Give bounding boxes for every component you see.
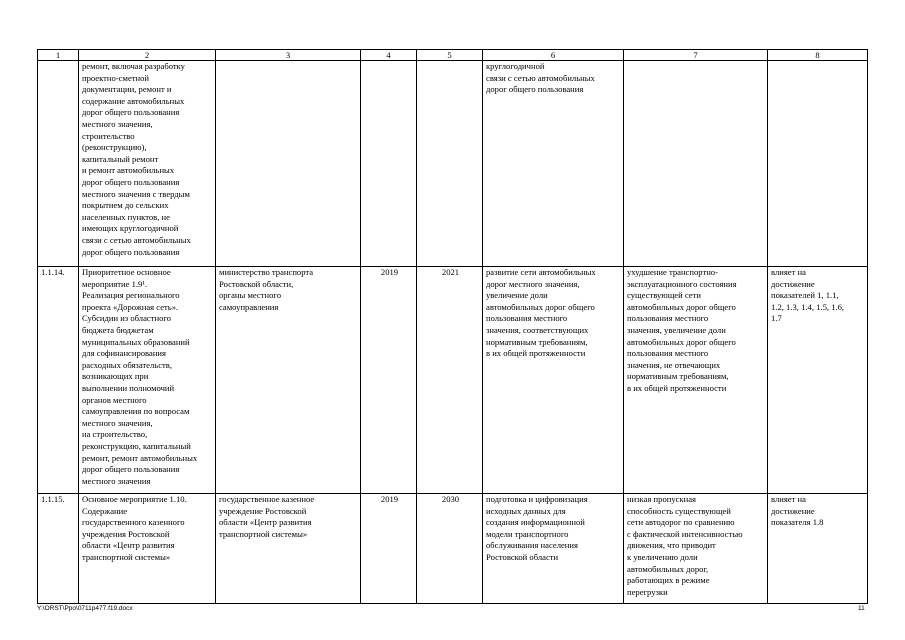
expected-result-cell: круглогодичной связи с сетью автомобильных дорог общего пользования (483, 61, 624, 267)
start-year-cell: 2019 (361, 267, 417, 494)
page-number: 11 (858, 605, 865, 612)
column-number-cell: 8 (768, 50, 868, 61)
column-number-cell: 4 (361, 50, 417, 61)
table-row (38, 61, 868, 267)
consequences-cell (624, 61, 768, 267)
column-number-row (38, 50, 868, 61)
column-number-cell: 1 (38, 50, 79, 61)
end-year-cell: 2030 (417, 494, 483, 604)
column-number-cell: 2 (79, 50, 216, 61)
column-number-cell: 6 (483, 50, 624, 61)
indicators-cell: влияет на достижение показателей 1, 1.1, 1.2, 1.3, 1.4, 1.5, 1.6, 1.7 (768, 267, 868, 494)
indicators-cell: влияет на достижение показателя 1.8 (768, 494, 868, 604)
measure-name-cell: Приоритетное основное мероприятие 1.9¹. Реализация регионального проекта «Дорожная сеть». Субсидии из областного бюджета бюджетам муниципальных образований для софинансирования расходных обязательств, возникающих при выполнении полномочий органов местного самоуправления по вопросам местного значения, на строительство, реконструкцию, капитальный ремонт, ремонт автомобильных дорог общего пользования местного значения (79, 267, 216, 494)
table-row (38, 267, 868, 494)
start-year-cell (361, 61, 417, 267)
expected-result-cell: подготовка и цифровизация исходных данных для создания информационной модели транспортного обслуживания населения Ростовской области (483, 494, 624, 604)
executor-cell (216, 61, 361, 267)
indicators-cell (768, 61, 868, 267)
table-row (38, 494, 868, 604)
column-number-cell: 5 (417, 50, 483, 61)
executor-cell: министерство транспорта Ростовской области, органы местного самоуправления (216, 267, 361, 494)
column-number-cell: 7 (624, 50, 768, 61)
measures-table (37, 49, 868, 604)
column-number-cell: 3 (216, 50, 361, 61)
start-year-cell: 2019 (361, 494, 417, 604)
row-number-cell: 1.1.15. (38, 494, 79, 604)
measure-name-cell: ремонт, включая разработку проектно-сметной документации, ремонт и содержание автомобильных дорог общего пользования местного значения, строительство (реконструкцию), капитальный ремонт и ремонт автомобильных дорог общего пользования местного значения с твердым покрытием до сельских населенных пунктов, не имеющих круглогодичной связи с сетью автомобильных дорог общего пользования (79, 61, 216, 267)
row-number-cell: 1.1.14. (38, 267, 79, 494)
end-year-cell: 2021 (417, 267, 483, 494)
consequences-cell: ухудшение транспортно- эксплуатационного состояния существующей сети автомобильных дорог общего пользования местного значения, увеличение доли автомобильных дорог общего пользования местного значения, не отвечающих нормативным требованиям, в их общей протяженности (624, 267, 768, 494)
row-number-cell (38, 61, 79, 267)
consequences-cell: низкая пропускная способность существующей сети автодорог по сравнению с фактической интенсивностью движения, что приводит к увеличению доли автомобильных дорог, работающих в режиме перегрузки (624, 494, 768, 604)
end-year-cell (417, 61, 483, 267)
file-path-footer: Y:\ORST\Ppo\0711p477.f19.docx (37, 605, 133, 612)
executor-cell: государственное казенное учреждение Ростовской области «Центр развития транспортной системы» (216, 494, 361, 604)
expected-result-cell: развитие сети автомобильных дорог местного значения, увеличение доли автомобильных дорог общего пользования местного значения, соответствующих нормативным требованиям, в их общей протяженности (483, 267, 624, 494)
measure-name-cell: Основное мероприятие 1.10. Содержание государственного казенного учреждения Ростовской области «Центр развития транспортной системы» (79, 494, 216, 604)
